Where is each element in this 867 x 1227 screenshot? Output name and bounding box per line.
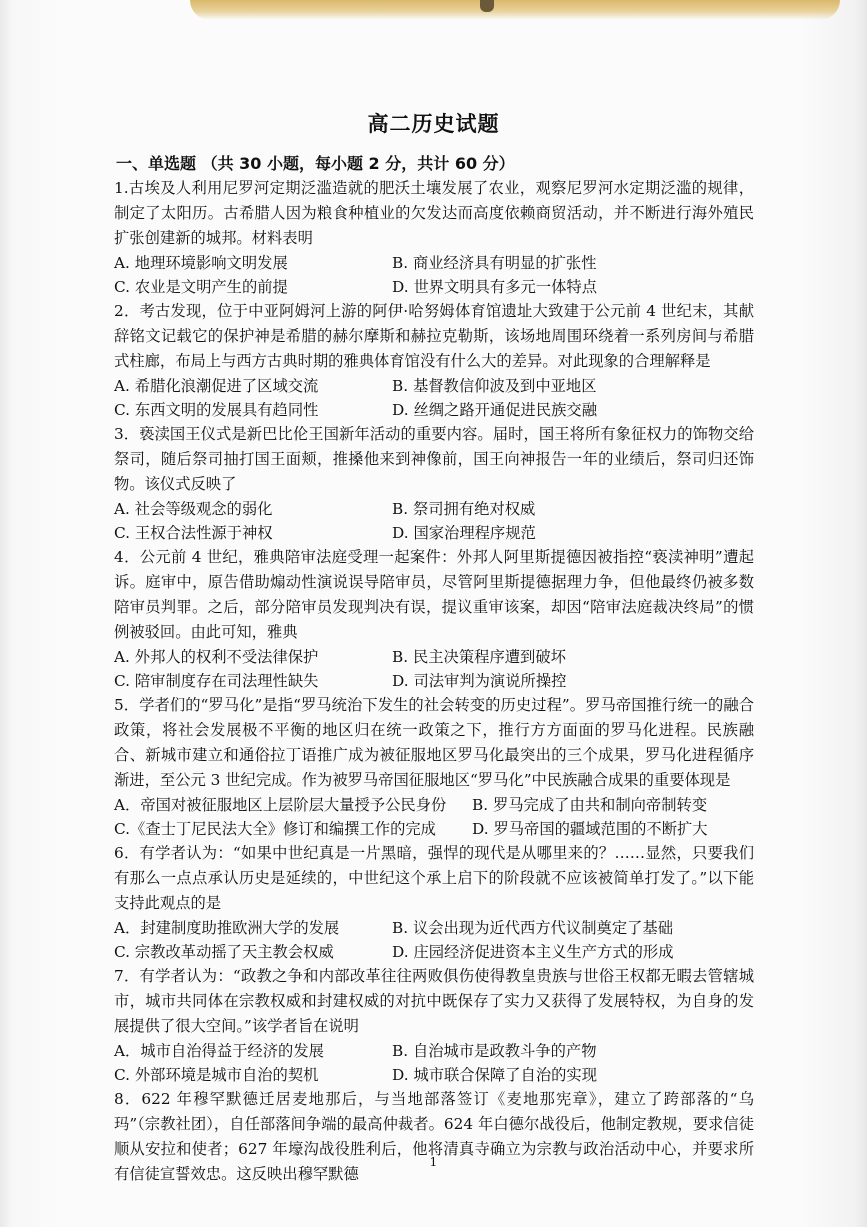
option-c: C. 王权合法性源于神权 — [114, 524, 273, 542]
option-d: D. 世界文明具有多元一体特点 — [392, 278, 598, 296]
question-5 — [114, 693, 754, 841]
question-stem: 3．亵渎国王仪式是新巴比伦王国新年活动的重要内容。届时，国王将所有象征权力的饰物交给祭司，随后祭司抽打国王面颊，推搡他来到神像前，国王向神报告一年的业绩后，祭司归还饰物。该仪式反映了 — [114, 425, 754, 493]
option-b: B. 罗马完成了由共和制向帝制转变 — [472, 796, 708, 814]
section-heading: 一、单选题 （共 30 小题，每小题 2 分，共计 60 分） — [116, 154, 515, 173]
question-stem: 1.古埃及人利用尼罗河定期泛滥造就的肥沃土壤发展了农业，观察尼罗河水定期泛滥的规律，制定了太阳历。古希腊人因为粮食种植业的欠发达而高度依赖商贸活动，并不断进行海外殖民扩张创建新的城邦。材料表明 — [114, 179, 754, 247]
option-c: C.《查士丁尼民法大全》修订和编撰工作的完成 — [114, 820, 436, 838]
option-c: C. 外部环境是城市自治的契机 — [114, 1066, 319, 1084]
page-title: 高二历史试题 — [367, 112, 500, 136]
question-2 — [114, 299, 754, 422]
option-grid — [114, 916, 754, 964]
option-b: B. 祭司拥有绝对权威 — [392, 500, 536, 518]
option-d: D. 庄园经济促进资本主义生产方式的形成 — [392, 943, 674, 961]
option-c: C. 东西文明的发展具有趋同性 — [114, 401, 319, 419]
option-b: B. 基督教信仰波及到中亚地区 — [392, 377, 597, 395]
option-b: B. 民主决策程序遭到破坏 — [392, 648, 566, 666]
option-grid — [114, 1039, 754, 1087]
question-stem: 8．622 年穆罕默德迁居麦地那后，与当地部落签订《麦地那宪章》，建立了跨部落的“乌玛”（宗教社团），自任部落间争端的最高仲裁者。624 年白德尔战役后，他制定教规，要求信徒顺从安拉和使者；627 年壕沟战役胜利后，他将清真寺确立为宗教与政治活动中心，并要求所有信徒宣誓效忠。这反映出穆罕默德 — [114, 1090, 754, 1183]
page-number: 1 — [429, 1155, 438, 1169]
option-c: C. 宗教改革动摇了天主教会权威 — [114, 943, 334, 961]
question-4 — [114, 545, 754, 693]
question-stem: 4．公元前 4 世纪，雅典陪审法庭受理一起案件：外邦人阿里斯提德因被指控“亵渎神明”遭起诉。庭审中，原告借助煽动性演说误导陪审员，尽管阿里斯提德据理力争，但他最终仍被多数陪审员判罪。之后，部分陪审员发现判决有误，提议重审该案，却因“陪审法庭裁决终局”的惯例被驳回。由此可知，雅典 — [114, 548, 754, 641]
question-stem: 7．有学者认为：“政教之争和内部改革往往两败俱伤使得教皇贵族与世俗王权都无暇去管辖城市，城市共同体在宗教权威和封建权威的对抗中既保存了实力又获得了发展特权，为自身的发展提供了很大空间。”该学者旨在说明 — [114, 967, 754, 1035]
option-d: D. 罗马帝国的疆域范围的不断扩大 — [472, 820, 708, 838]
option-d: D. 司法审判为演说所操控 — [392, 672, 567, 690]
question-8 — [114, 1087, 754, 1187]
option-a: A．封建制度助推欧洲大学的发展 — [114, 919, 340, 937]
option-b: B. 商业经济具有明显的扩张性 — [392, 254, 597, 272]
question-7 — [114, 964, 754, 1087]
option-grid — [114, 251, 754, 299]
option-b: B. 自治城市是政教斗争的产物 — [392, 1042, 597, 1060]
option-c: C. 农业是文明产生的前提 — [114, 278, 288, 296]
question-6 — [114, 841, 754, 964]
scan-edge-strip — [190, 0, 840, 20]
question-1 — [114, 176, 754, 299]
binder-clip-mark — [480, 0, 494, 12]
option-a: A. 社会等级观念的弱化 — [114, 500, 273, 518]
option-a: A．帝国对被征服地区上层阶层大量授予公民身份 — [114, 796, 447, 814]
option-grid — [114, 645, 754, 693]
option-grid — [114, 497, 754, 545]
option-a: A．城市自治得益于经济的发展 — [114, 1042, 324, 1060]
question-3 — [114, 422, 754, 545]
option-d: D. 城市联合保障了自治的实现 — [392, 1066, 598, 1084]
option-d: D. 丝绸之路开通促进民族交融 — [392, 401, 598, 419]
question-stem: 2．考古发现，位于中亚阿姆河上游的阿伊·哈努姆体育馆遗址大致建于公元前 4 世纪末，其献辞铭文记载它的保护神是希腊的赫尔摩斯和赫拉克勒斯，该场地周围环绕着一系列房间与希腊式柱廊，布局上与西方古典时期的雅典体育馆没有什么大的差异。对此现象的合理解释是 — [114, 302, 754, 370]
option-c: C. 陪审制度存在司法理性缺失 — [114, 672, 319, 690]
question-list — [114, 176, 754, 1187]
option-grid — [114, 374, 754, 422]
question-stem: 6．有学者认为：“如果中世纪真是一片黑暗，强悍的现代是从哪里来的？……显然，只要我们有那么一点点承认历史是延续的，中世纪这个承上启下的阶段就不应该被简单打发了。”以下能支持此观点的是 — [114, 844, 754, 912]
option-b: B. 议会出现为近代西方代议制奠定了基础 — [392, 919, 674, 937]
option-d: D. 国家治理程序规范 — [392, 524, 536, 542]
option-a: A. 地理环境影响文明发展 — [114, 254, 288, 272]
question-stem: 5．学者们的“罗马化”是指“罗马统治下发生的社会转变的历史过程”。罗马帝国推行统一的融合政策，将社会发展极不平衡的地区归在统一政策之下，推行方方面面的罗马化进程。民族融合、新城市建立和通俗拉丁语推广成为被征服地区罗马化最突出的三个成果，罗马化进程循序渐进，至公元 3 世纪完成。作为被罗马帝国征服地区“罗马化”中民族融合成果的重要体现是 — [114, 696, 754, 789]
option-a: A. 外邦人的权利不受法律保护 — [114, 648, 319, 666]
option-a: A. 希腊化浪潮促进了区域交流 — [114, 377, 319, 395]
option-grid — [114, 793, 754, 841]
